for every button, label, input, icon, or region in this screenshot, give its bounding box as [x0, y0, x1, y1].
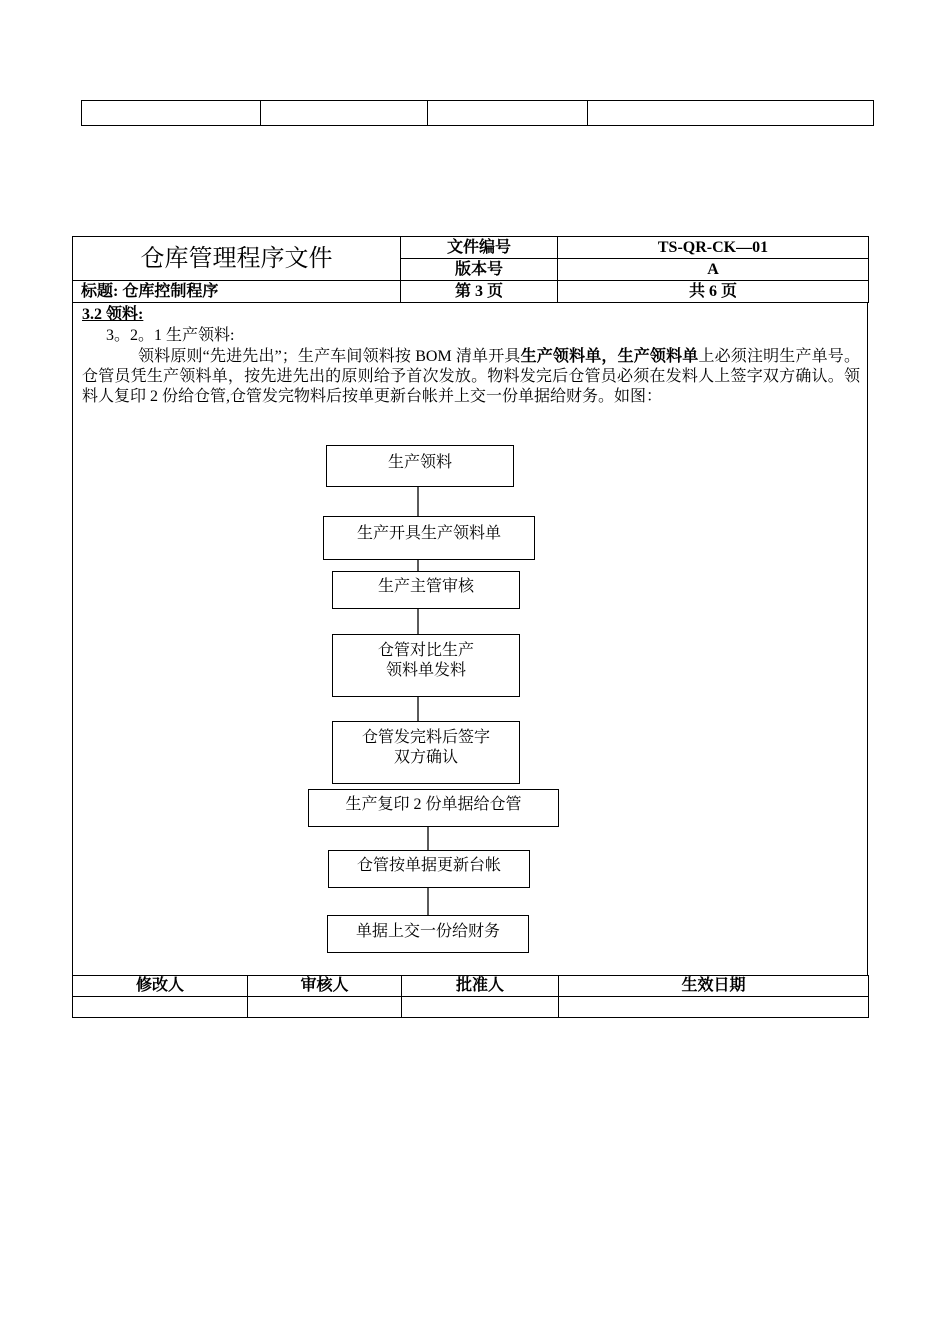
- flow-step-8: [327, 915, 529, 953]
- document-body: [72, 302, 868, 975]
- blank-cell: [261, 101, 428, 126]
- effective-date-label: 生效日期: [559, 976, 869, 997]
- approver-value: [402, 997, 559, 1018]
- flow-step-5: [332, 721, 520, 784]
- subject-title: 标题: 仓库控制程序: [73, 281, 401, 303]
- page-total: 共 6 页: [558, 281, 869, 303]
- flow-step-text: 单据上交一份给财务: [355, 923, 500, 940]
- flow-step-text: 领料单发料: [385, 662, 466, 679]
- version-label: 版本号: [401, 259, 558, 281]
- page-current: 第 3 页: [401, 281, 558, 303]
- top-blank-table: [81, 100, 874, 126]
- flow-step-text: 双方确认: [393, 749, 458, 766]
- flow-step-6: [308, 789, 559, 827]
- paragraph-text: 上必须注明生产单号。仓管员凭生产领料单，按先进先出的原则给予首次发放。物料发完后仓管员必须在发料人上签字双方确认。领料人复印 2 份给仓管,仓管发完物料后按单更新台帐并上交一份单据给财务。如图：: [82, 348, 860, 405]
- paragraph-text: 领料原则“先进先出”；生产车间领料按 BOM 清单开具: [138, 348, 521, 365]
- sub-heading: 3。2。1 生产领料:: [106, 327, 235, 344]
- flow-step-text: 生产领料: [387, 454, 452, 471]
- section-heading: 3.2 领料:: [82, 306, 144, 323]
- reviewer-label: 审核人: [248, 976, 402, 997]
- flow-step-text: 生产主管审核: [377, 578, 474, 595]
- document-header-table: [72, 236, 869, 303]
- version-value: A: [558, 259, 869, 281]
- blank-cell: [428, 101, 588, 126]
- flow-step-2: [323, 516, 535, 560]
- flow-step-text: 生产开具生产领料单: [356, 525, 501, 542]
- reviewer-value: [248, 997, 402, 1018]
- document-title: 仓库管理程序文件: [73, 237, 401, 281]
- flow-step-7: [328, 850, 530, 888]
- flow-step-text: 仓管按单据更新台帐: [356, 857, 501, 874]
- flow-step-4: [332, 634, 520, 697]
- approval-footer-table: [72, 975, 869, 1018]
- flow-step-text: 仓管对比生产: [377, 642, 474, 659]
- approver-label: 批准人: [402, 976, 559, 997]
- doc-number-label: 文件编号: [401, 237, 558, 259]
- flow-step-1: [326, 445, 514, 487]
- doc-number-value: TS-QR-CK—01: [558, 237, 869, 259]
- effective-date-value: [559, 997, 869, 1018]
- modifier-label: 修改人: [73, 976, 248, 997]
- flow-step-3: [332, 571, 520, 609]
- blank-cell: [82, 101, 261, 126]
- blank-cell: [588, 101, 874, 126]
- flow-step-text: 仓管发完料后签字: [361, 729, 490, 746]
- modifier-value: [73, 997, 248, 1018]
- flow-step-text: 生产复印 2 份单据给仓管: [345, 796, 522, 813]
- paragraph-bold-text: 生产领料单，生产领料单: [520, 348, 699, 365]
